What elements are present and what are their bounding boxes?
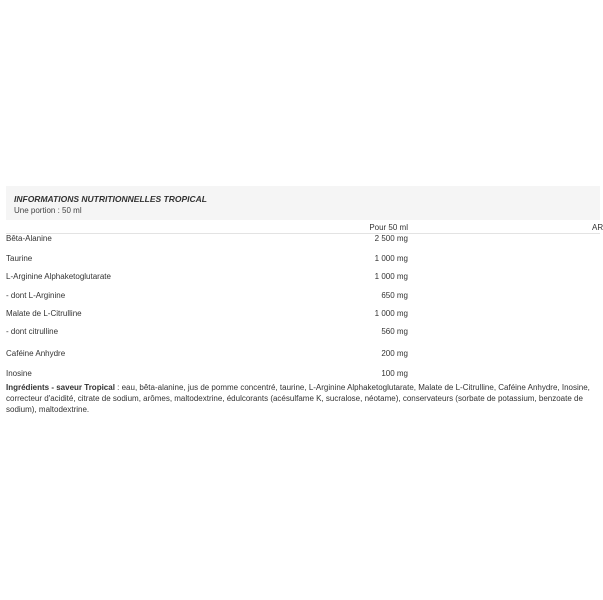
table-row — [6, 254, 600, 266]
row-name: L-Arginine Alphaketoglutarate — [6, 272, 111, 281]
nutrition-title: INFORMATIONS NUTRITIONNELLES TROPICAL — [14, 194, 207, 204]
row-name: Malate de L-Citrulline — [6, 309, 82, 318]
row-name: - dont L-Arginine — [6, 291, 66, 300]
table-row — [6, 234, 600, 246]
row-name: Caféine Anhydre — [6, 349, 66, 358]
table-row — [6, 291, 600, 303]
row-value: 1 000 mg — [374, 272, 408, 281]
table-header-row — [6, 222, 603, 234]
column-header-ar: AR — [592, 223, 603, 232]
table-row — [6, 349, 600, 361]
row-value: 1 000 mg — [374, 309, 408, 318]
column-header-per-50ml: Pour 50 ml — [369, 223, 408, 232]
table-row — [6, 272, 600, 284]
nutrition-table — [6, 222, 603, 378]
table-row — [6, 327, 600, 339]
table-row — [6, 369, 600, 381]
ingredients-label: Ingrédients - saveur Tropical — [6, 383, 115, 392]
row-name: Inosine — [6, 369, 32, 378]
serving-size: Une portion : 50 ml — [14, 206, 82, 215]
row-value: 2 500 mg — [374, 234, 408, 243]
row-name: Taurine — [6, 254, 33, 263]
nutrition-header — [6, 186, 600, 220]
row-value: 200 mg — [381, 349, 408, 358]
row-name: - dont citrulline — [6, 327, 59, 336]
table-row — [6, 309, 600, 321]
row-value: 1 000 mg — [374, 254, 408, 263]
row-name: Bêta-Alanine — [6, 234, 52, 243]
ingredients-paragraph — [6, 382, 594, 415]
row-value: 560 mg — [381, 327, 408, 336]
row-value: 100 mg — [381, 369, 408, 378]
ingredients-text: : eau, bêta-alanine, jus de pomme concentré, taurine, L-Arginine Alphaketoglutarate, Malate de L-Citrulline, Caféine Anhydre, Inosine, correcteur d'acidité, citrate de sodium, arômes, maltodextrine, édulcorants (acésulfame K, sucralose, néotame), conservateurs (sorbate de potassium, benzoate de sodium), maltodextrine. — [6, 383, 590, 414]
row-value: 650 mg — [381, 291, 408, 300]
